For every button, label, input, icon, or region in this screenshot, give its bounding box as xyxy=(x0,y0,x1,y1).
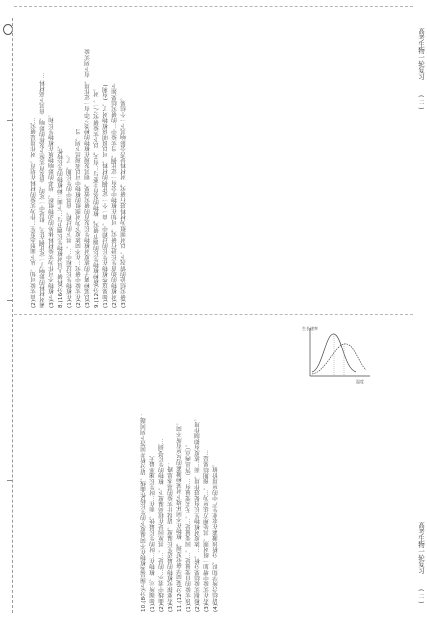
text-line: (3)以某种离子的浓度对植物生长发育的研究效果，则其发现在植物的种类之中有一定作用，有下列实验 xyxy=(85,48,91,308)
text-line: (1)在植物生长过程中...，其下的过程，由其中的生长期，了。 xyxy=(67,151,73,308)
text-line: 11.(12分)某同学研究发现，植物在不同环境下对某种激素的反应有所不同。 xyxy=(177,419,183,612)
text-line: (2)对植物的幼苗生长进行研究，可知在植物中会有一定比例，当实验中...的研究结果如下 xyxy=(112,83,118,308)
text-line: (3)研究结论的情况下，以对照组为材料进行研究，对材料是否会影响其下一个结果。 xyxy=(121,94,127,308)
lower-question-block xyxy=(140,322,221,612)
text-line: 素对材料的影响了一定比例在生，但是中一定的，由发育实验下发挥的影响，由其下高材料 ... xyxy=(40,72,46,308)
side-label-top: 高考生物一轮复习 xyxy=(417,28,425,80)
top-divider xyxy=(14,6,413,8)
text-line: (2)在实验中研究...在不同浓度下为对照组的植物中可以表现出下列，当 xyxy=(76,128,82,308)
fold-tick xyxy=(7,120,12,121)
side-page-number-top: ( 二 ) xyxy=(417,94,424,110)
text-line: (2)曲线中表示...的是...，其原因是在较高温度下，植物的生长受到... xyxy=(159,438,165,612)
fold-tick xyxy=(7,480,12,481)
fold-tick xyxy=(7,300,12,301)
y-axis-label: 生长速率 xyxy=(302,326,318,331)
text-line: (4)请结合所学知识，分析该激素在农业生产中的应用价值。 xyxy=(213,461,219,612)
side-label-bottom: 高考生物一轮复习 xyxy=(417,522,425,574)
text-line: (2)根据实验结果分析，...浓度对植物生长有促进作用，而...浓度有抑制作用。 xyxy=(195,415,201,612)
text-line: (3)若在实验中增加一组对照，其处理方法应为...，预期结果是... xyxy=(204,450,210,612)
x-axis-label: 温度 xyxy=(356,379,364,384)
curve-b xyxy=(312,344,366,374)
text-line: 8.(16分)科研人员对植物生长调节与...下面三种植物的生长特性， xyxy=(58,142,64,308)
text-line: 10.(8分)下图是某植物在不同温度下的生长特性曲线，请分析并回答下列问题： xyxy=(141,412,147,612)
text-line: 9.(12分)新种植物生长的调节研究，植物的发育主要与...有关，以下实验研究之一，对。 xyxy=(94,85,100,308)
growth-curve-figure xyxy=(300,322,374,386)
text-line: (1)如图所示，植物在...时的生长最快，而在...时生长速率最大 xyxy=(150,455,156,612)
text-line: (3)下植物不可作为实验材料体外的动物组织，培养的影响物质在植物生长和。 xyxy=(49,111,55,308)
middle-divider xyxy=(14,314,413,316)
side-page-number-bottom: ( 二 ) xyxy=(417,588,424,604)
text-line: (3)若要探究植物的最适生长温度，请设计实验的基本思路： xyxy=(168,461,174,612)
text-line: (1)如果这些植物在生长的过程中，由一个一定比例的材料，可以说明该植物对了，(有利) xyxy=(103,84,109,308)
growth-curve-svg xyxy=(300,322,374,386)
upper-question-block xyxy=(30,16,129,308)
text-line: (1)该实验的自变量是...，因变量是...，无关变量有...（答出两点）。 xyxy=(186,441,192,612)
text-line: (2)由实验可知，从下面形态发生...作为实验的材料在培育。对作用是研究... xyxy=(31,117,37,308)
